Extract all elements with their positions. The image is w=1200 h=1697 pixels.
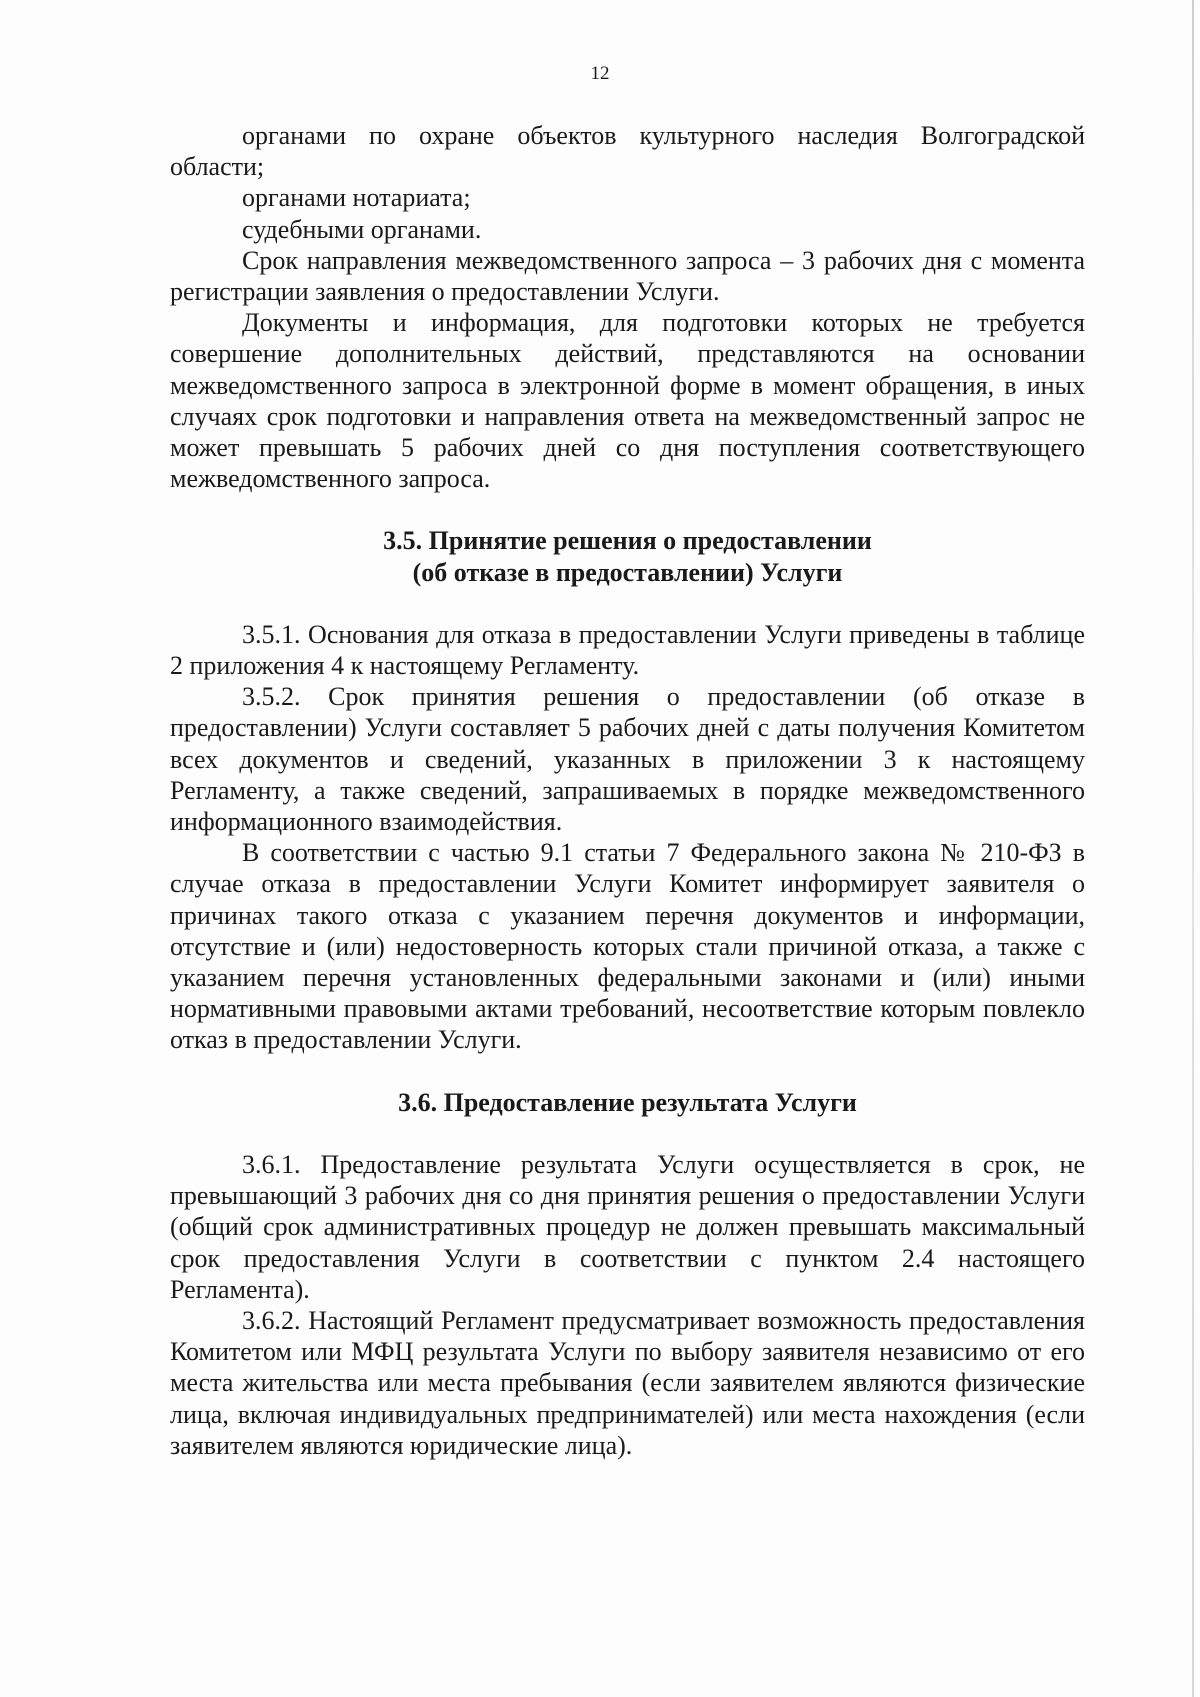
spacer bbox=[170, 494, 1085, 525]
paragraph-notary: органами нотариата; bbox=[242, 183, 471, 213]
paragraph-3-6-1: 3.6.1. Предоставление результата Услуги осуществляется в срок, не превышающий 3 рабочих дня со дня принятия решения о предоставлении Услуги (общий срок административных процедур не должен превышать максимальный срок предоставления Услуги в соответствии с пунктом 2.4 настоящего Регламента). bbox=[170, 1149, 1085, 1304]
paragraph-3-5-2: 3.5.2. Срок принятия решения о предоставлении (об отказе в предоставлении) Услуги составляет 5 рабочих дней с даты получения Комитетом всех документов и сведений, указанных в приложении 3 к настоящему Регламенту, а также сведений, запрашиваемых в порядке межведомственного информационного взаимодействия. bbox=[170, 682, 1085, 837]
paragraph-documents-info: Документы и информация, для подготовки которых не требуется совершение дополнительных действий, представляются на основании межведомственного запроса в электронной форме в момент обращения, в иных случаях срок подготовки и направления ответа на межведомственный запрос не может превышать 5 рабочих дней со дня поступления соответствующего межведомственного запроса. bbox=[170, 308, 1085, 494]
paragraph-courts: судебными органами. bbox=[242, 214, 482, 244]
spacer bbox=[170, 588, 1085, 619]
section-3-6-heading: 3.6. Предоставление результата Услуги bbox=[398, 1087, 857, 1117]
spacer bbox=[170, 1056, 1085, 1087]
section-3-5-heading-line1: 3.5. Принятие решения о предоставлении bbox=[383, 526, 872, 556]
page-number: 12 bbox=[590, 63, 610, 84]
section-3-5-heading bbox=[170, 525, 1085, 587]
paragraph-3-6-2: 3.6.2. Настоящий Регламент предусматривает возможность предоставления Комитетом или МФЦ результата Услуги по выбору заявителя независимо от его места жительства или места пребывания (если заявителем являются физические лица, включая индивидуальных предпринимателей) или места нахождения (если заявителем являются юридические лица). bbox=[170, 1305, 1085, 1460]
paragraph-refusal-info: В соответствии с частью 9.1 статьи 7 Федерального закона № 210-ФЗ в случае отказа в предоставлении Услуги Комитет информирует заявителя о причинах такого отказа с указанием перечня документов и информации, отсутствие и (или) недостоверность которых стали причиной отказа, а также с указанием перечня установленных федеральными законами и (или) иными нормативными правовыми актами требований, несоответствие которым повлекло отказ в предоставлении Услуги. bbox=[170, 838, 1085, 1055]
document-body bbox=[170, 120, 1085, 1461]
paragraph-culture-heritage: органами по охране объектов культурного наследия Волгоградской области; bbox=[170, 121, 1085, 182]
paragraph-request-deadline: Срок направления межведомственного запроса – 3 рабочих дня с момента регистрации заявления о предоставлении Услуги. bbox=[170, 245, 1085, 307]
scan-edge-line bbox=[1192, 0, 1194, 1697]
section-3-5-heading-line2: (об отказе в предоставлении) Услуги bbox=[412, 557, 843, 587]
paragraph-3-5-1: 3.5.1. Основания для отказа в предоставлении Услуги приведены в таблице 2 приложения 4 к настоящему Регламенту. bbox=[170, 619, 1085, 681]
spacer bbox=[170, 1118, 1085, 1149]
